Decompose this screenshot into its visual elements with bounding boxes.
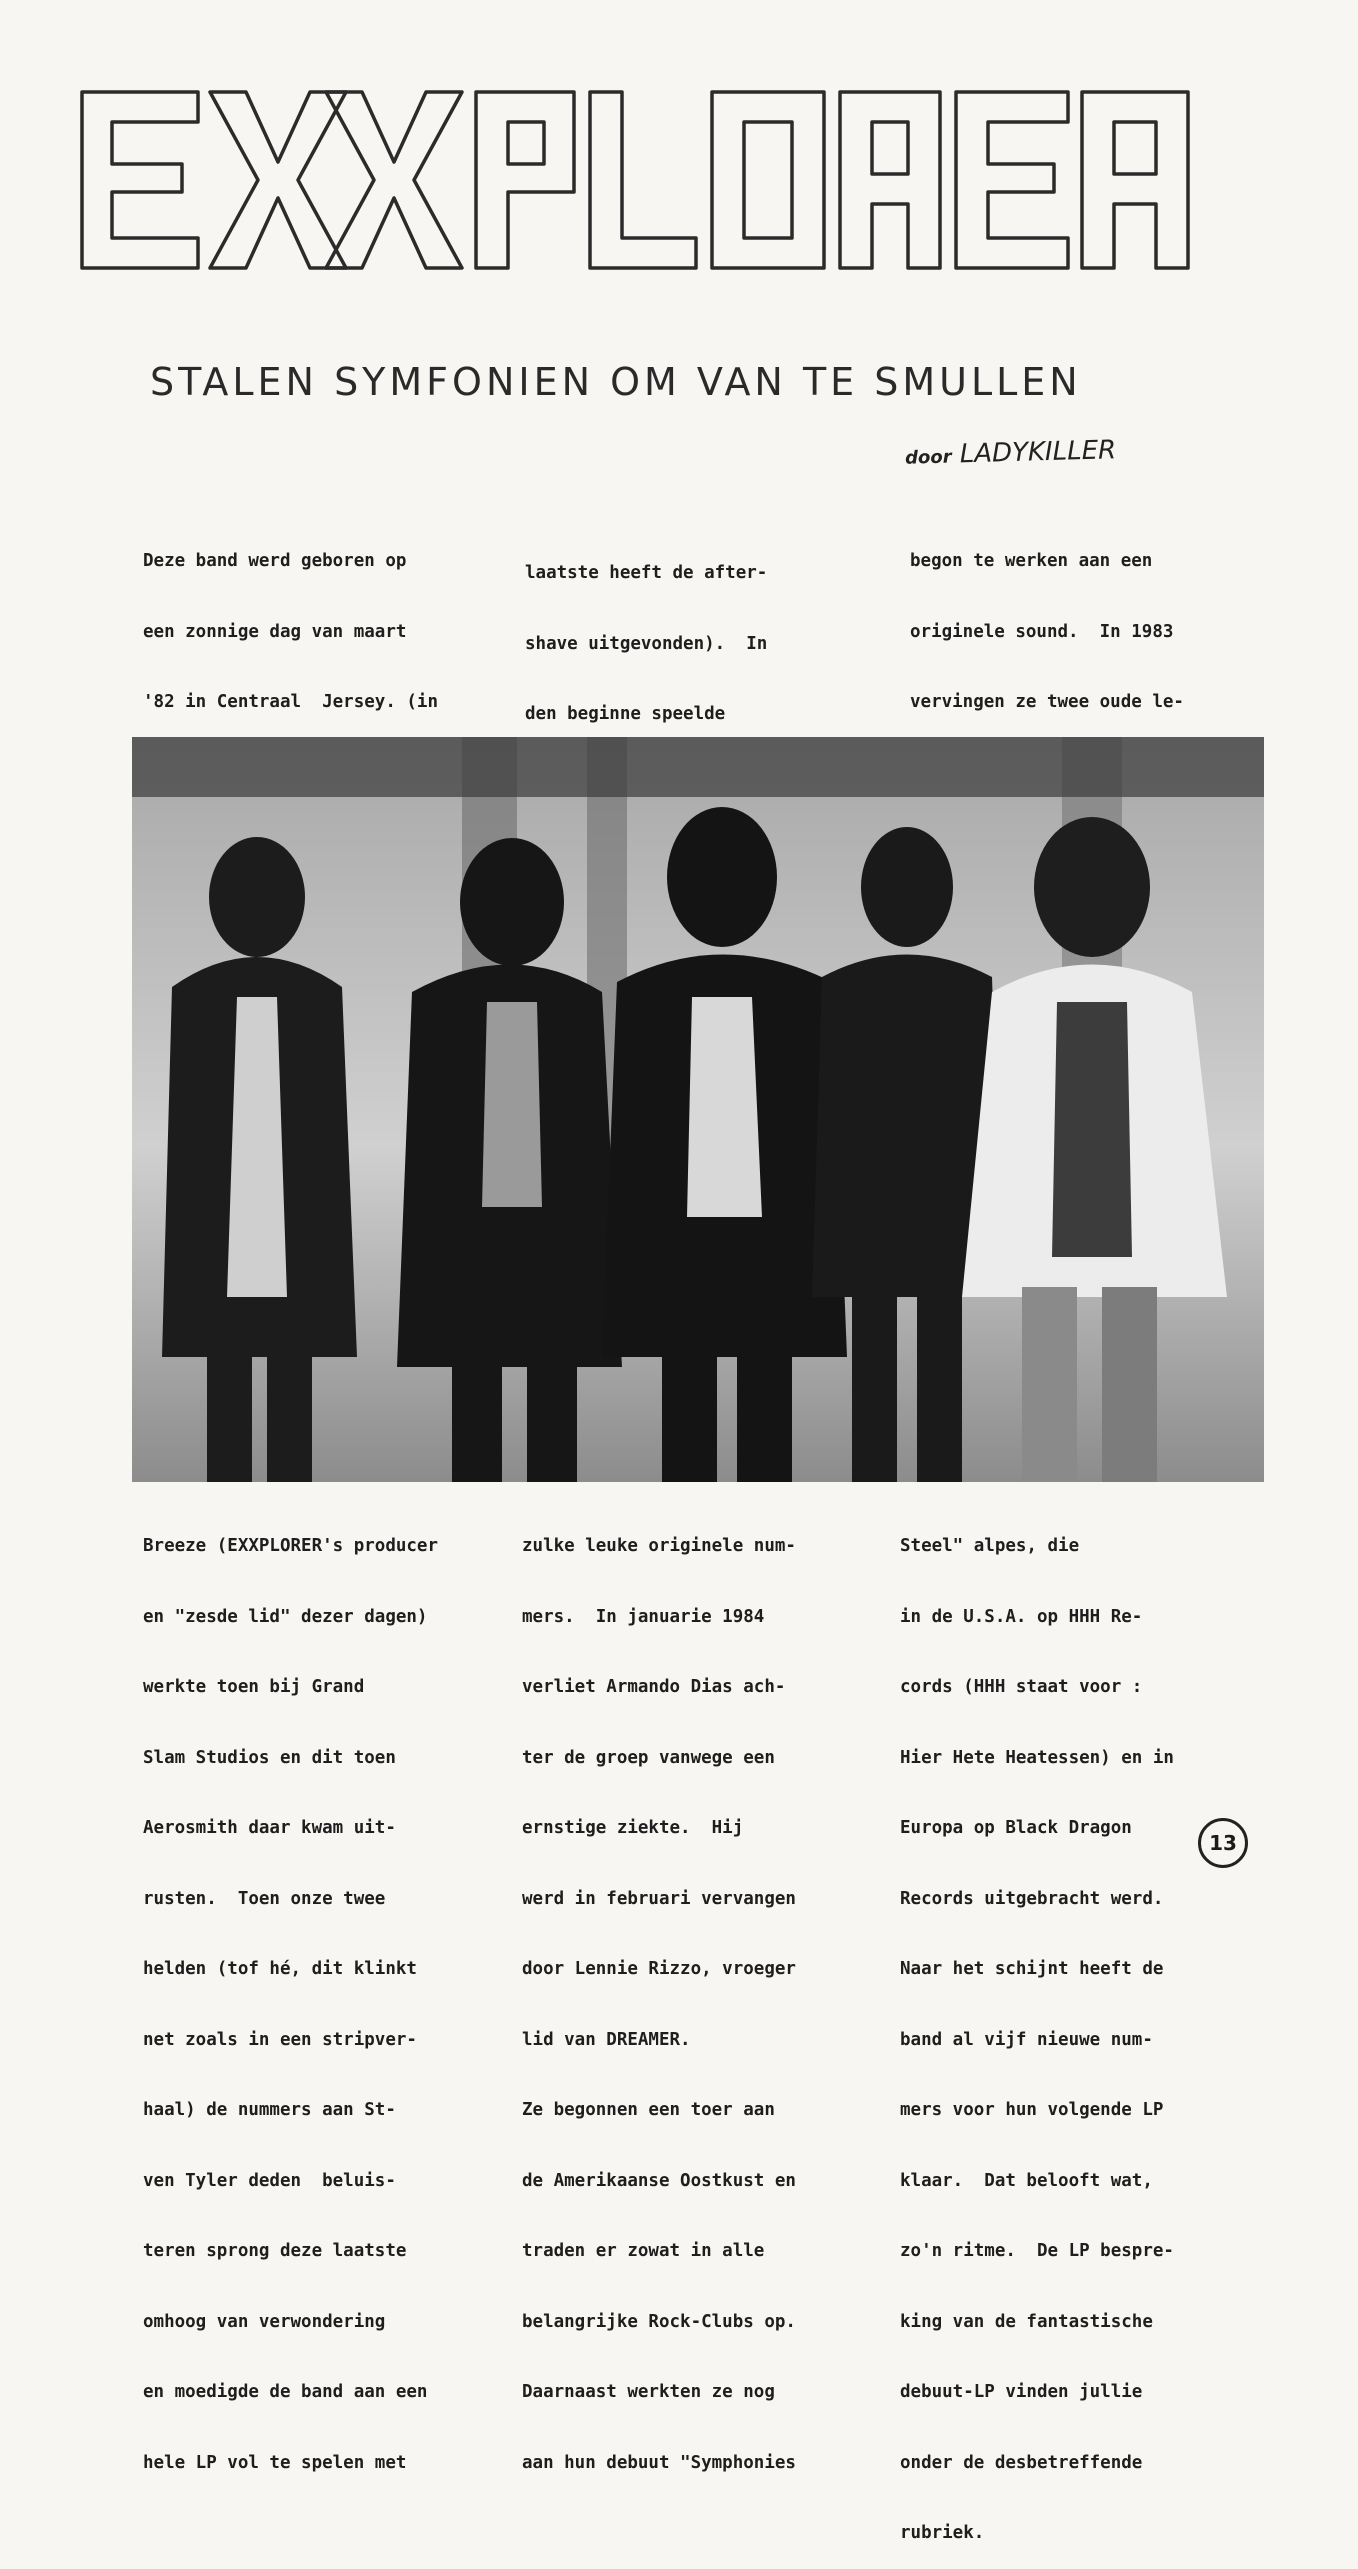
text-line: Daarnaast werkten ze nog bbox=[522, 2382, 775, 2402]
text-line: ter de groep vanwege een bbox=[522, 1747, 775, 1768]
band-photo-art bbox=[132, 737, 1264, 1482]
text-line: debuut-LP vinden jullie bbox=[900, 2382, 1143, 2402]
masthead-logo-art bbox=[78, 80, 1260, 280]
byline-prefix: door bbox=[904, 446, 952, 469]
text-line: traden er zowat in alle bbox=[522, 2241, 765, 2261]
text-line: rusten. Toen onze twee bbox=[143, 1888, 386, 1909]
text-line: Hier Hete Heatessen) en in bbox=[900, 1747, 1174, 1768]
text-line: lid van DREAMER. bbox=[522, 2029, 691, 2050]
text-line: begon te werken aan een bbox=[910, 551, 1153, 571]
text-line: Records uitgebracht werd. bbox=[900, 1888, 1164, 1909]
text-line: den beginne speelde bbox=[525, 704, 726, 724]
text-line: originele sound. In 1983 bbox=[910, 621, 1174, 642]
text-line: haal) de nummers aan St- bbox=[143, 2100, 396, 2120]
byline-author: LADYKILLER bbox=[959, 435, 1117, 470]
text-line: mers voor hun volgende LP bbox=[900, 2100, 1164, 2120]
text-line: door Lennie Rizzo, vroeger bbox=[522, 1959, 796, 1979]
text-line: zo'n ritme. De LP bespre- bbox=[900, 2241, 1174, 2261]
text-line: helden (tof hé, dit klinkt bbox=[143, 1959, 417, 1979]
text-line: '82 in Centraal Jersey. (in bbox=[143, 692, 439, 712]
band-photo bbox=[132, 737, 1264, 1482]
text-line: verliet Armando Dias ach- bbox=[522, 1677, 786, 1697]
text-line: ven Tyler deden beluis- bbox=[143, 2170, 396, 2191]
bottom-column-1 bbox=[143, 1488, 518, 2499]
text-line: Europa op Black Dragon bbox=[900, 1818, 1132, 1838]
text-line: mers. In januarie 1984 bbox=[522, 1606, 765, 1627]
text-line: net zoals in een stripver- bbox=[143, 2029, 417, 2050]
text-line: Naar het schijnt heeft de bbox=[900, 1959, 1164, 1979]
text-line: band al vijf nieuwe num- bbox=[900, 2029, 1153, 2050]
text-line: de Amerikaanse Oostkust en bbox=[522, 2170, 796, 2191]
text-line: Steel" alpes, die bbox=[900, 1536, 1080, 1556]
bottom-column-2 bbox=[522, 1488, 887, 2499]
text-line: Slam Studios en dit toen bbox=[143, 1747, 396, 1768]
text-line: laatste heeft de after- bbox=[525, 563, 768, 583]
text-line: Aerosmith daar kwam uit- bbox=[143, 1818, 396, 1838]
text-line: Ze begonnen een toer aan bbox=[522, 2100, 775, 2120]
text-line: en moedigde de band aan een bbox=[143, 2382, 428, 2402]
text-line: in de U.S.A. op HHH Re- bbox=[900, 1606, 1143, 1627]
masthead-logo bbox=[78, 80, 1260, 280]
text-line: shave uitgevonden). In bbox=[525, 633, 768, 654]
text-line: belangrijke Rock-Clubs op. bbox=[522, 2311, 796, 2332]
text-line: Deze band werd geboren op bbox=[143, 551, 407, 571]
text-line: teren sprong deze laatste bbox=[143, 2241, 407, 2261]
text-line: klaar. Dat belooft wat, bbox=[900, 2170, 1153, 2191]
text-line: werd in februari vervangen bbox=[522, 1888, 796, 1909]
text-line: aan hun debuut "Symphonies bbox=[522, 2452, 796, 2473]
byline bbox=[905, 435, 1117, 471]
bottom-column-3 bbox=[900, 1488, 1270, 2569]
text-line: onder de desbetreffende bbox=[900, 2452, 1143, 2473]
text-line: vervingen ze twee oude le- bbox=[910, 692, 1184, 712]
text-line: cords (HHH staat voor : bbox=[900, 1677, 1143, 1697]
page-number: 13 bbox=[1198, 1818, 1248, 1868]
text-line: en "zesde lid" dezer dagen) bbox=[143, 1606, 428, 1627]
text-line: werkte toen bij Grand bbox=[143, 1677, 365, 1697]
text-line: omhoog van verwondering bbox=[143, 2311, 386, 2332]
text-line: hele LP vol te spelen met bbox=[143, 2452, 407, 2473]
text-line: rubriek. bbox=[900, 2523, 985, 2543]
text-line: Breeze (EXXPLORER's producer bbox=[143, 1536, 439, 1556]
text-line: zulke leuke originele num- bbox=[522, 1536, 796, 1556]
text-line: ernstige ziekte. Hij bbox=[522, 1818, 744, 1838]
text-line: een zonnige dag van maart bbox=[143, 621, 407, 642]
text-line: king van de fantastische bbox=[900, 2311, 1153, 2332]
article-headline: STALEN SYMFONIEN OM VAN TE SMULLEN bbox=[150, 360, 1082, 404]
